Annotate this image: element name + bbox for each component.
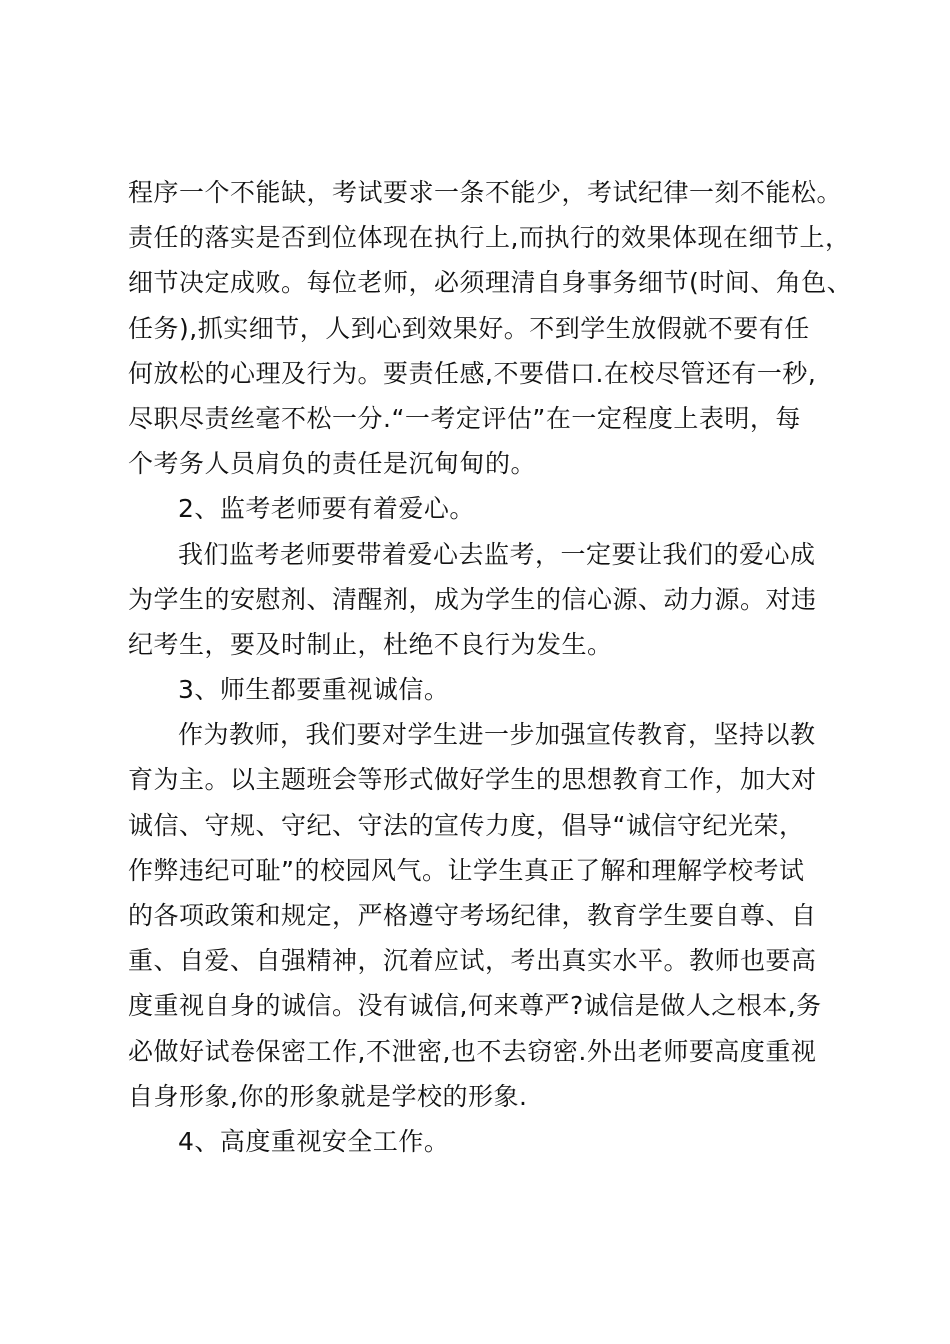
text-line: 我们监考老师要带着爱心去监考，一定要让我们的爱心成 xyxy=(178,539,816,569)
document-body xyxy=(128,170,853,1164)
text-line: 必做好试卷保密工作,不泄密,也不去窃密.外出老师要高度重视 xyxy=(128,1036,817,1066)
text-line: 尽职尽责丝毫不松一分.“一考定评估”在一定程度上表明，每 xyxy=(128,403,801,433)
text-line: 为学生的安慰剂、清醒剂，成为学生的信心源、动力源。对违 xyxy=(128,584,817,614)
text-line: 重、自爱、自强精神，沉着应试，考出真实水平。教师也要高 xyxy=(128,946,817,976)
text-line: 何放松的心理及行为。要责任感,不要借口.在校尽管还有一秒, xyxy=(128,358,817,388)
text-line: 自身形象,你的形象就是学校的形象. xyxy=(128,1081,528,1111)
text-line: 度重视自身的诚信。没有诚信,何来尊严?诚信是做人之根本,务 xyxy=(128,991,822,1021)
section-heading: 4、高度重视安全工作。 xyxy=(178,1126,450,1156)
text-line: 作弊违纪可耻”的校园风气。让学生真正了解和理解学校考试 xyxy=(128,855,805,885)
text-line: 任务),抓实细节，人到心到效果好。不到学生放假就不要有任 xyxy=(128,313,810,343)
text-line: 责任的落实是否到位体现在执行上,而执行的效果体现在细节上， xyxy=(128,223,851,253)
section-heading: 3、师生都要重视诚信。 xyxy=(178,675,450,705)
text-line: 程序一个不能缺，考试要求一条不能少，考试纪律一刻不能松。 xyxy=(128,178,843,207)
section-heading: 2、监考老师要有着爱心。 xyxy=(178,494,475,524)
text-line: 诚信、守规、守纪、守法的宣传力度，倡导“诚信守纪光荣， xyxy=(128,810,805,840)
text-line: 细节决定成败。每位老师，必须理清自身事务细节(时间、角色、 xyxy=(128,268,853,298)
text-line: 育为主。以主题班会等形式做好学生的思想教育工作，加大对 xyxy=(128,765,817,795)
text-line: 的各项政策和规定，严格遵守考场纪律，教育学生要自尊、自 xyxy=(128,901,817,930)
text-line: 作为教师，我们要对学生进一步加强宣传教育，坚持以教 xyxy=(178,720,816,750)
text-line: 个考务人员肩负的责任是沉甸甸的。 xyxy=(128,449,537,479)
text-line: 纪考生，要及时制止，杜绝不良行为发生。 xyxy=(128,629,613,659)
